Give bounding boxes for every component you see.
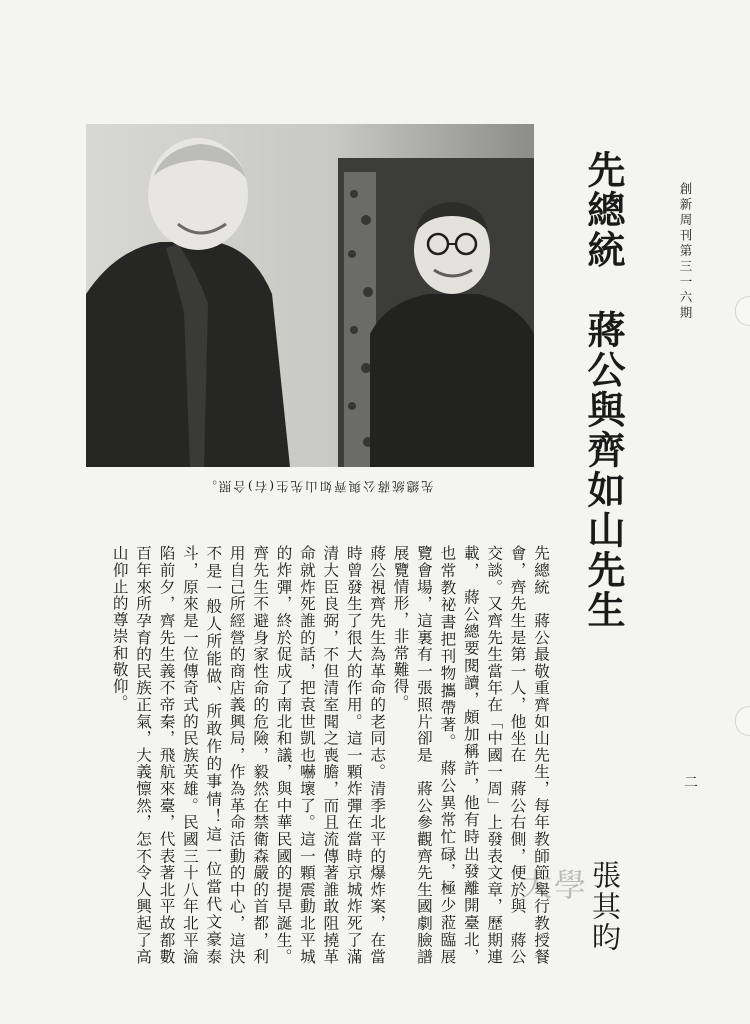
- paragraph: 先總統 蔣公最敬重齊如山先生，每年教師節舉行教授餐會，齊先生是第一人，他坐在 蔣公右側，便於與 蔣公交談。又齊先生當年在「中國一周」上發表文章，歷期連載， 蔣公總要閱讀，頗加稱許，他有時出發離開臺北，也常教祕書把刊物攜帶著。 蔣公異常忙碌，極少蒞臨展覽會場，這裏有一張照片卻是 蔣公參觀齊先生國劇臉譜展覽情形，非常難得。: [391, 545, 550, 965]
- paragraph: 蔣公視齊先生為革命的老同志。清季北平的爆炸案，在當時曾發生了很大的作用。這一顆炸彈在當時京城炸死了滿清大臣良弼，不但清室聞之喪膽，而且流傳著誰敢阻撓革命就炸死誰的話，把袁世凱也嚇壞了。這一顆震動北平城的炸彈，終於促成了南北和議，與中華民國的提早誕生。齊先生不避身家性命的危險，毅然在禁衛森嚴的首都，利用自己所經營的商店義興局，作為革命活動的中心，這決不是一般人所能做、所敢作的事情！這一位當代文豪泰斗，原來是一位傳奇式的民族英雄。民國三十八年北平淪陷前夕，齊先生義不帝秦，飛航來臺，代表著北平故都數百年來所孕育的民族正氣，大義懔然，怎不令人興起了高山仰止的尊崇和敬仰。: [110, 545, 387, 965]
- article-body: [82, 545, 552, 965]
- photo-caption: 先總統蔣公與齊如山先生(右)合照。: [202, 479, 434, 494]
- article-title: 先總統 蔣公與齊如山先生: [581, 150, 625, 630]
- historical-photo: [86, 124, 534, 467]
- magazine-issue: 創新周刊第三一六期: [678, 182, 693, 322]
- author-name: 張其昀: [588, 860, 622, 953]
- binding-hole: [735, 706, 750, 736]
- binding-hole: [735, 296, 750, 326]
- photo-illustration: [86, 124, 534, 467]
- watermark-text: 大學: [520, 866, 589, 904]
- page-number: 二: [684, 775, 698, 791]
